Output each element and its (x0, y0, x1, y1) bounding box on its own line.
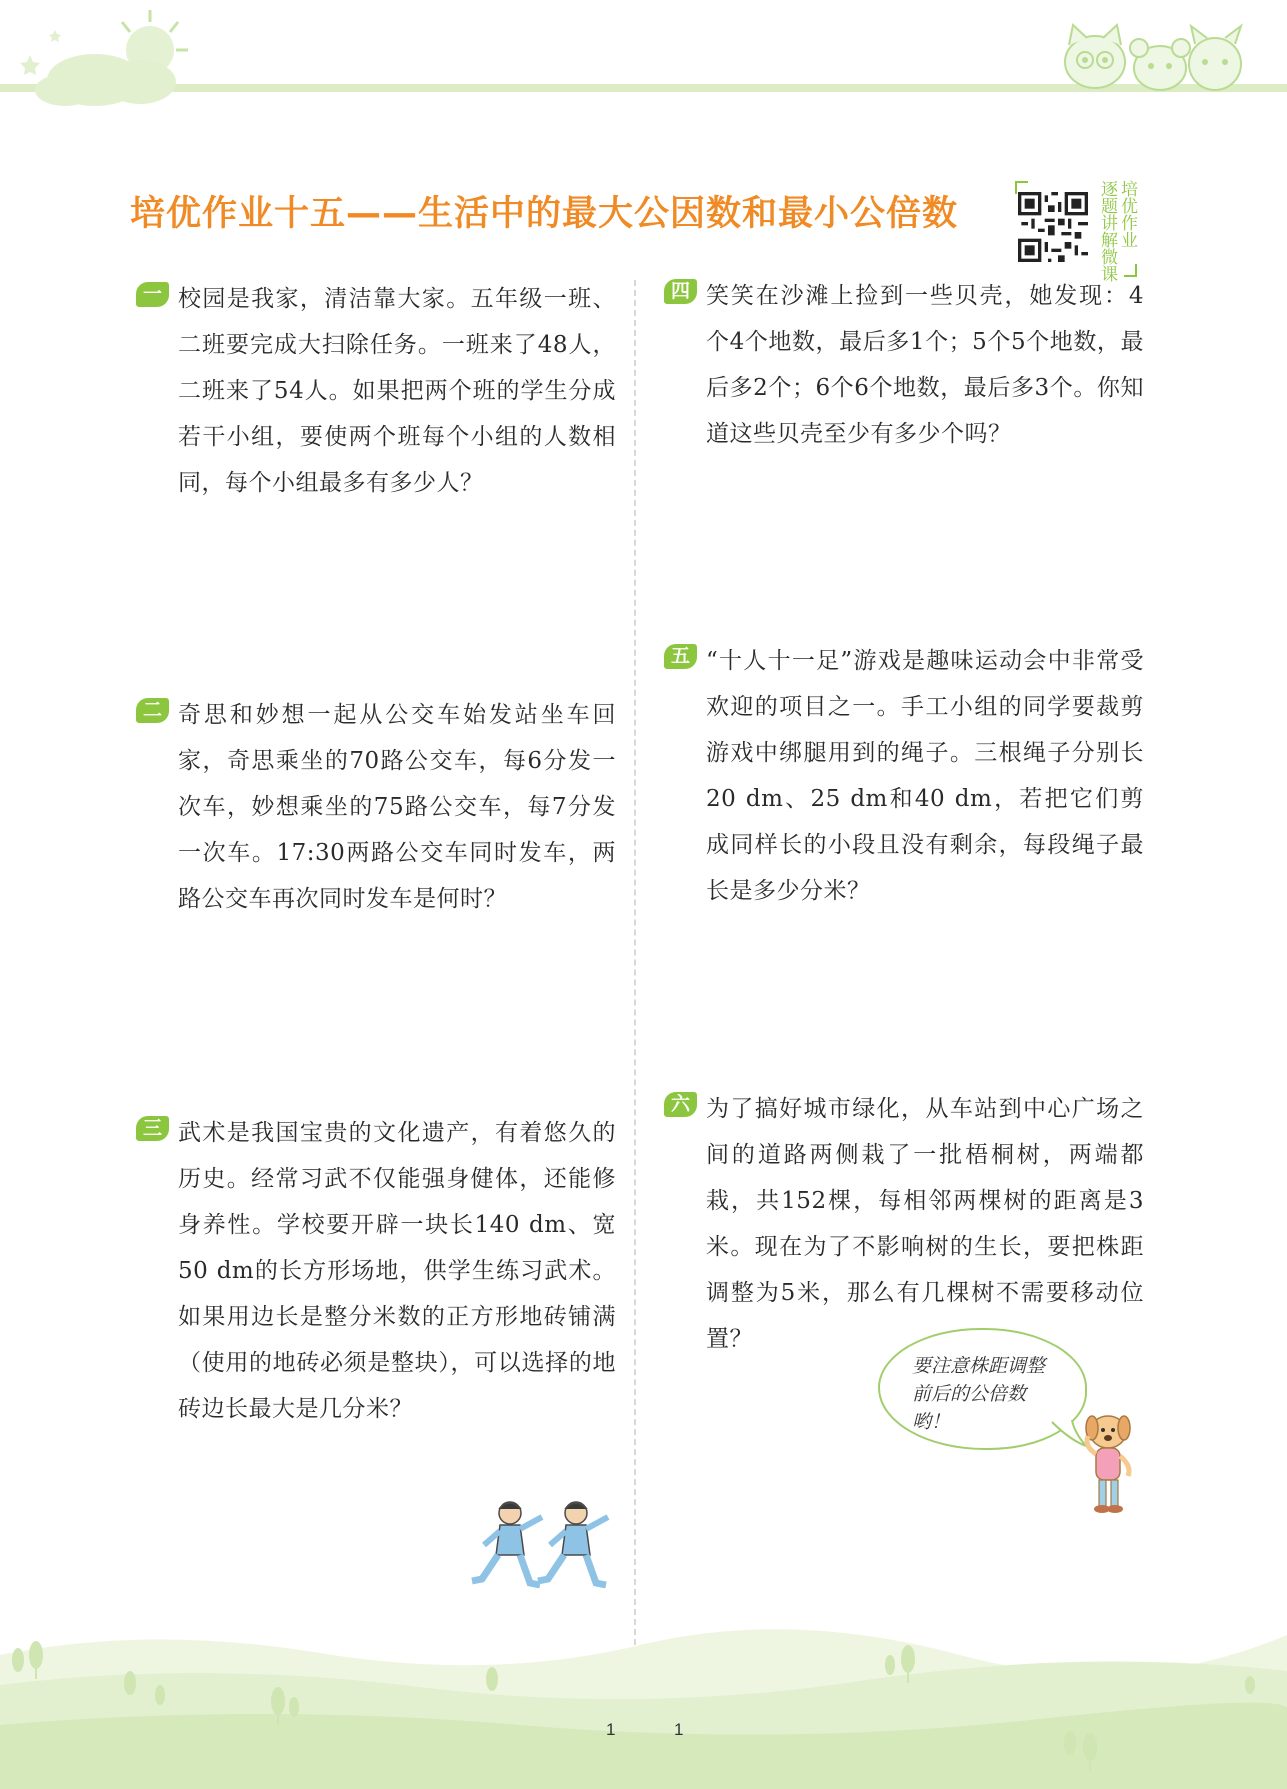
animal-faces-decoration (1055, 20, 1255, 100)
problem-5 (670, 638, 1144, 914)
problem-text: 奇思和妙想一起从公交车始发站坐车回家，奇思乘坐的70路公交车，每6分发一次车，妙想乘坐的75路公交车，每7分发一次车。17:30两路公交车同时发车，两路公交车再次同时发车是何时？ (178, 702, 616, 912)
problem-1 (142, 276, 616, 506)
problem-badge: 六 (664, 1092, 697, 1117)
problem-text: 为了搞好城市绿化，从车站到中心广场之间的道路两侧栽了一批梧桐树，两端都栽，共152棵，每相邻两棵树的距离是3米。现在为了不影响树的生长，要把株距调整为5米，那么有几棵树不需要移动位置？ (706, 1096, 1144, 1352)
sun-cloud-decoration (0, 0, 220, 115)
page-number-left: 1 (606, 1720, 616, 1739)
problem-3 (142, 1110, 616, 1432)
problem-badge: 五 (664, 644, 697, 669)
footer-landscape (0, 1615, 1287, 1789)
martial-arts-kids-illustration (468, 1495, 618, 1595)
hint-text: 要注意株距调整前后的公倍数哟！ (912, 1355, 1046, 1433)
problem-text: 校园是我家，清洁靠大家。五年级一班、二班要完成大扫除任务。一班来了48人，二班来了54人。如果把两个班的学生分成若干小组，要使两个班每个小组的人数相同，每个小组最多有多少人？ (178, 286, 616, 496)
problem-6 (670, 1086, 1144, 1362)
problem-2 (142, 692, 616, 922)
problem-text: 笑笑在沙滩上捡到一些贝壳，她发现：4个4个地数，最后多1个；5个5个地数，最后多2个；6个6个地数，最后多3个。你知道这些贝壳至少有多少个吗？ (706, 283, 1144, 447)
page-title: 培优作业十五——生活中的最大公因数和最小公倍数 (130, 194, 959, 234)
problem-badge: 三 (136, 1116, 169, 1141)
problem-text: 武术是我国宝贵的文化遗产，有着悠久的历史。经常习武不仅能强身健体，还能修身养性。学校要开辟一块长140 dm、宽50 dm的长方形场地，供学生练习武术。如果用边长是整分米数的正方形地砖铺满（使用的地砖必须是整块），可以选择的地砖边长最大是几分米？ (178, 1120, 616, 1422)
dog-character-illustration (1082, 1410, 1140, 1518)
problem-badge: 二 (136, 698, 169, 723)
qr-code-block[interactable] (1012, 180, 1137, 282)
problem-badge: 一 (136, 282, 169, 307)
qr-caption-col2: 逐题讲解微课 (1097, 180, 1117, 282)
problem-badge: 四 (664, 279, 697, 304)
column-divider (634, 280, 636, 1645)
page-number-right: 1 (674, 1720, 684, 1739)
problem-text: “十人十一足”游戏是趣味运动会中非常受欢迎的项目之一。手工小组的同学要裁剪游戏中绑腿用到的绳子。三根绳子分别长20 dm、25 dm和40 dm，若把它们剪成同样长的小段且没有剩余，每段绳子最长是多少分米？ (706, 648, 1144, 904)
problem-4 (670, 273, 1144, 457)
qr-caption-col1: 培优作业 (1117, 180, 1137, 248)
qr-bracket (1012, 180, 1140, 278)
